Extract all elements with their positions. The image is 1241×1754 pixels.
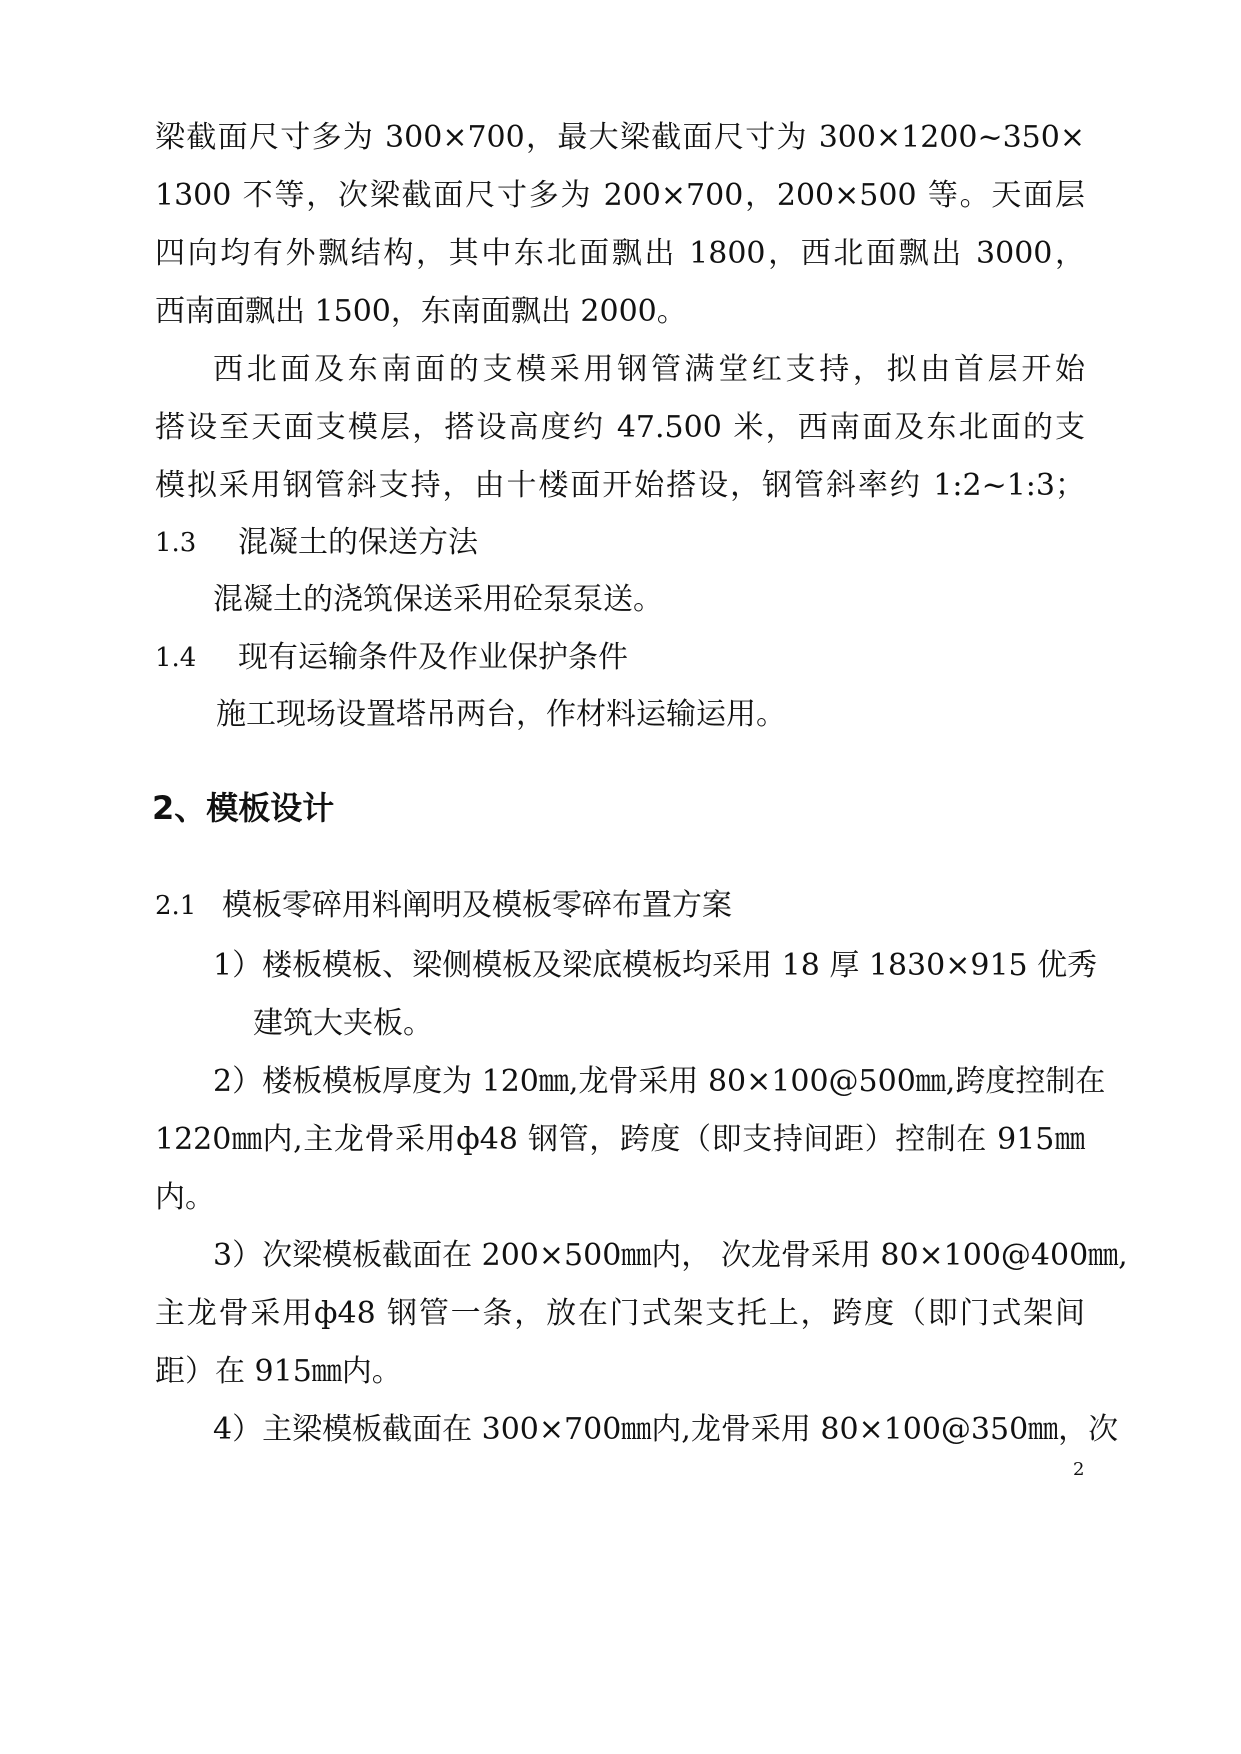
item-1-line-2: 建筑大夹板。 [253, 1006, 433, 1041]
section-1-4-number: 1.4 [155, 643, 197, 673]
item-3-line-3: 距）在 915㎜内。 [155, 1354, 402, 1389]
section-2-1-number: 2.1 [155, 891, 197, 921]
section-1-3-title: 混凝土的保送方法 [238, 525, 478, 560]
item-2-line-2: 1220㎜内,主龙骨采用ф48 钢管，跨度（即支持间距）控制在 915㎜ [155, 1122, 1085, 1157]
paragraph-1-line-2: 1300 不等，次梁截面尺寸多为 200×700，200×500 等。天面层 [155, 178, 1085, 213]
paragraph-1-line-4: 西南面飘出 1500，东南面飘出 2000。 [155, 294, 687, 329]
item-2-line-3: 内。 [155, 1180, 215, 1215]
paragraph-3: 混凝土的浇筑保送采用砼泵泵送。 [213, 582, 663, 617]
paragraph-4: 施工现场设置塔吊两台，作材料运输运用。 [216, 697, 786, 732]
paragraph-2-line-3: 模拟采用钢管斜支持，由十楼面开始搭设，钢管斜率约 1:2~1:3； [155, 468, 1085, 503]
paragraph-1-line-1: 梁截面尺寸多为 300×700，最大梁截面尺寸为 300×1200~350× [155, 120, 1085, 155]
section-2-1-title: 模板零碎用料阐明及模板零碎布置方案 [222, 888, 732, 923]
paragraph-2-line-2: 搭设至天面支模层，搭设高度约 47.500 米，西南面及东北面的支 [155, 410, 1085, 445]
item-3-line-1: 3）次梁模板截面在 200×500㎜内， 次龙骨采用 80×100@400㎜, [213, 1238, 1128, 1273]
item-4-line-1: 4）主梁模板截面在 300×700㎜内,龙骨采用 80×100@350㎜，次 [213, 1412, 1119, 1447]
item-1-line-1: 1）楼板模板、梁侧模板及梁底模板均采用 18 厚 1830×915 优秀 [213, 948, 1098, 983]
paragraph-2-line-1: 西北面及东南面的支模采用钢管满堂红支持，拟由首层开始 [213, 352, 1085, 387]
paragraph-1-line-3: 四向均有外飘结构，其中东北面飘出 1800，西北面飘出 3000， [155, 236, 1085, 271]
item-3-line-2: 主龙骨采用ф48 钢管一条，放在门式架支托上，跨度（即门式架间 [155, 1296, 1085, 1331]
chapter-2-heading: 2、模板设计 [152, 789, 335, 827]
item-2-line-1: 2）楼板模板厚度为 120㎜,龙骨采用 80×100@500㎜,跨度控制在 [213, 1064, 1106, 1099]
page-number: 2 [1073, 1459, 1085, 1480]
section-1-4-title: 现有运输条件及作业保护条件 [238, 640, 628, 675]
section-1-3-number: 1.3 [155, 528, 197, 558]
